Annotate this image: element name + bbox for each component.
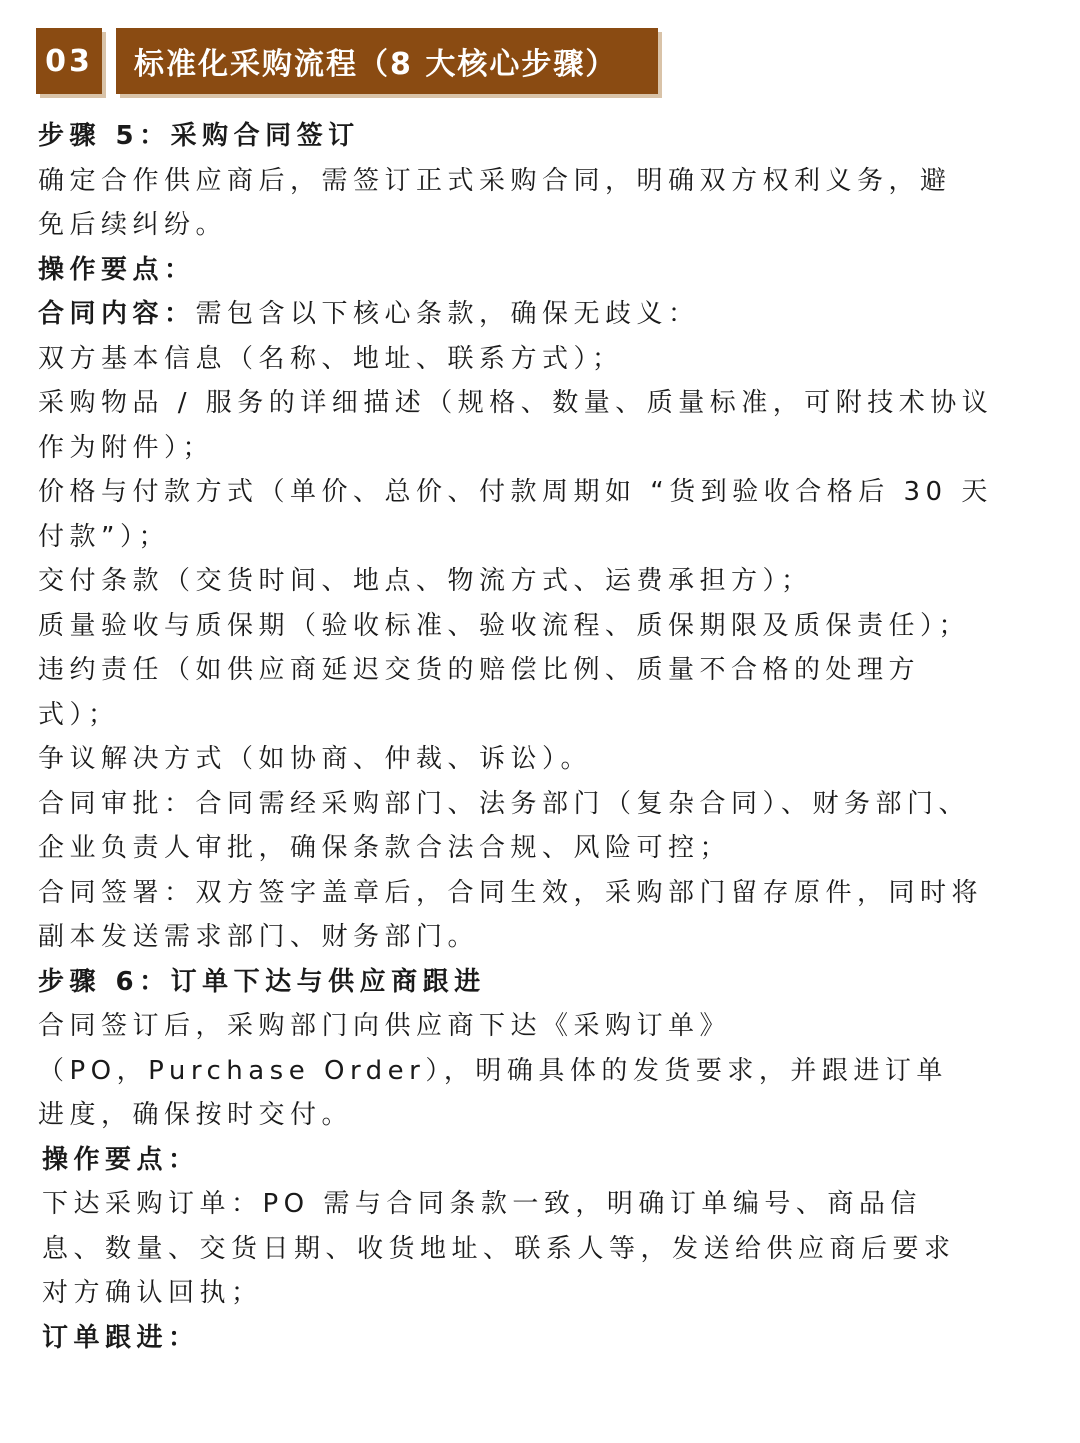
step6-heading: 步骤 6：订单下达与供应商跟进	[38, 966, 486, 997]
approval-line-2: 企业负责人审批，确保条款合法合规、风险可控；	[38, 833, 732, 863]
document-body	[38, 114, 1048, 1360]
clause-line: 作为附件）；	[38, 432, 215, 463]
section-header	[36, 28, 658, 94]
signing-line-1: 合同签署：双方签字盖章后，合同生效，采购部门留存原件，同时将	[38, 877, 984, 908]
clause-line: 争议解决方式（如协商、仲裁、诉讼）。	[38, 744, 593, 774]
contract-content-line	[38, 292, 1048, 337]
section-number: 03	[36, 28, 102, 94]
approval-line-1: 合同审批：合同需经采购部门、法务部门（复杂合同）、财务部门、	[38, 788, 971, 819]
step5-heading: 步骤 5：采购合同签订	[38, 121, 360, 151]
step5-intro-line-2: 免后续纠纷。	[38, 210, 228, 240]
issue-po-line-2: 息、数量、交货日期、收货地址、联系人等，发送给供应商后要求	[42, 1233, 956, 1264]
clause-line: 采购物品 / 服务的详细描述（规格、数量、质量标准，可附技术协议	[38, 388, 994, 418]
step6-intro-line-3: 进度，确保按时交付。	[38, 1100, 354, 1130]
clause-line: 违约责任（如供应商延迟交货的赔偿比例、质量不合格的处理方	[38, 655, 921, 685]
step6-intro-line-2: （PO，Purchase Order），明确具体的发货要求，并跟进订单	[38, 1055, 948, 1086]
step6-points-label: 操作要点：	[42, 1144, 200, 1175]
step5-points-label: 操作要点：	[38, 254, 196, 285]
issue-po-line-1: 下达采购订单：PO 需与合同条款一致，明确订单编号、商品信	[42, 1189, 922, 1219]
clause-line: 付款”）；	[38, 521, 170, 552]
step6-intro-line-1: 合同签订后，采购部门向供应商下达《采购订单》	[38, 1011, 732, 1041]
issue-po-line-3: 对方确认回执；	[42, 1278, 263, 1308]
contract-content-label: 合同内容：	[38, 299, 196, 329]
clause-line: 双方基本信息（名称、地址、联系方式）；	[38, 343, 624, 374]
contract-content-text: 需包含以下核心条款，确保无歧义：	[195, 299, 700, 329]
clause-line: 交付条款（交货时间、地点、物流方式、运费承担方）；	[38, 566, 813, 596]
clause-line: 价格与付款方式（单价、总价、付款周期如 “货到验收合格后 30 天	[38, 477, 993, 507]
clause-line: 质量验收与质保期（验收标准、验收流程、质保期限及质保责任）；	[38, 610, 971, 641]
signing-line-2: 副本发送需求部门、财务部门。	[38, 922, 480, 952]
step5-intro-line-1: 确定合作供应商后，需签订正式采购合同，明确双方权利义务，避	[38, 165, 952, 196]
follow-up-label: 订单跟进：	[42, 1322, 200, 1353]
clause-line: 式）；	[38, 699, 120, 730]
section-title: 标准化采购流程（8 大核心步骤）	[116, 28, 658, 94]
